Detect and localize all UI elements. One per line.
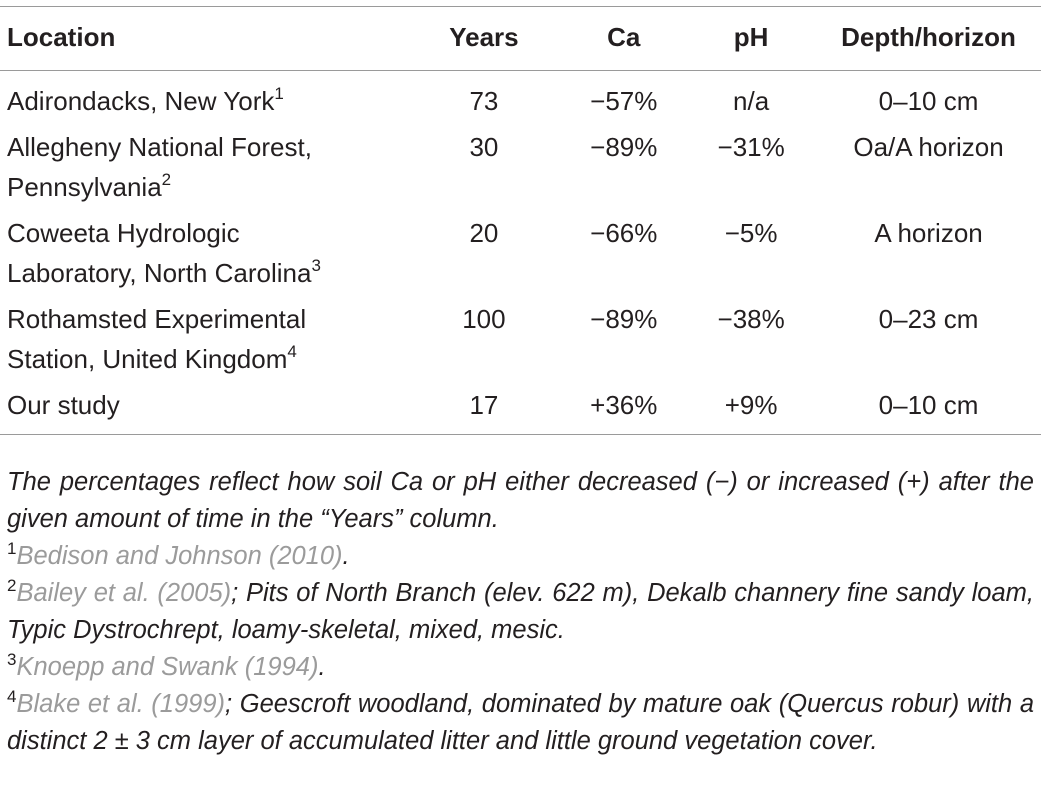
cell-ca: −89% xyxy=(590,304,658,334)
footnote-3 xyxy=(7,649,1034,686)
location-text: Our study xyxy=(7,390,120,420)
reference-link[interactable]: Bailey et al. (2005) xyxy=(16,579,232,607)
location-text-cont: Pennsylvania xyxy=(7,172,162,202)
header-years: Years xyxy=(407,7,562,71)
reference-link[interactable]: Bedison and Johnson (2010) xyxy=(16,542,343,570)
header-ca: Ca xyxy=(561,7,686,71)
cell-ph: −5% xyxy=(724,218,778,248)
footnote-marker: 2 xyxy=(161,170,172,190)
table-row xyxy=(0,127,1041,213)
footnote-number: 1 xyxy=(7,538,17,558)
footnote-number: 3 xyxy=(7,649,17,669)
table-row xyxy=(0,299,1041,385)
footnote-4 xyxy=(7,686,1034,760)
table-row xyxy=(0,71,1041,128)
cell-location xyxy=(0,71,407,128)
cell-depth: 0–23 cm xyxy=(878,304,979,334)
cell-depth: 0–10 cm xyxy=(878,86,979,116)
location-text-cont: Station, United Kingdom xyxy=(7,344,288,374)
table-row xyxy=(0,213,1041,299)
cell-ca: −57% xyxy=(590,86,658,116)
header-row xyxy=(0,7,1041,71)
reference-link[interactable]: Knoepp and Swank (1994) xyxy=(16,653,319,681)
cell-years: 73 xyxy=(469,86,499,116)
general-note: The percentages reflect how soil Ca or pH either decreased (−) or increased (+) after the given amount of time in the “Years” column. xyxy=(7,468,1034,533)
footnote-number: 4 xyxy=(7,686,17,706)
cell-location xyxy=(0,127,407,213)
cell-years: 30 xyxy=(469,132,499,162)
header-location: Location xyxy=(0,7,407,71)
location-text: Adirondacks, New York xyxy=(7,86,275,116)
footnote-number: 2 xyxy=(7,575,17,595)
footnote-text: . xyxy=(342,542,350,570)
cell-ph: −38% xyxy=(717,304,785,334)
location-text: Allegheny National Forest, xyxy=(7,132,312,162)
cell-location xyxy=(0,213,407,299)
reference-link[interactable]: Blake et al. (1999) xyxy=(16,690,226,718)
table-row xyxy=(0,385,1041,435)
cell-ca: −89% xyxy=(590,132,658,162)
cell-years: 20 xyxy=(469,218,499,248)
cell-years: 100 xyxy=(462,304,506,334)
location-text-cont: Laboratory, North Carolina xyxy=(7,258,312,288)
footnote-2 xyxy=(7,575,1034,649)
cell-depth: 0–10 cm xyxy=(816,385,1041,435)
header-ph: pH xyxy=(686,7,816,71)
cell-ca: +36% xyxy=(561,385,686,435)
cell-depth: A horizon xyxy=(874,218,983,248)
cell-years: 17 xyxy=(407,385,562,435)
cell-location xyxy=(0,385,407,435)
footnote-text: ; Pits of North Branch (elev. 622 m), Dekalb channery fine sandy loam, Typic Dystrochrept, loamy-skeletal, mixed, mesic. xyxy=(7,579,1034,644)
cell-ca: −66% xyxy=(590,218,658,248)
data-table xyxy=(0,6,1041,435)
cell-ph: +9% xyxy=(686,385,816,435)
location-text: Coweeta Hydrologic xyxy=(7,218,240,248)
footnote-1 xyxy=(7,538,1034,575)
location-text: Rothamsted Experimental xyxy=(7,304,307,334)
cell-location xyxy=(0,299,407,385)
cell-depth: Oa/A horizon xyxy=(853,132,1004,162)
footnote-text: . xyxy=(318,653,326,681)
footnote-text: ; Geescroft woodland, dominated by mature oak (Quercus robur) with a distinct 2 ± 3 cm layer of accumulated litter and little ground vegetation cover. xyxy=(7,690,1035,755)
footnote-marker: 1 xyxy=(274,84,284,104)
footnote-marker: 4 xyxy=(287,342,297,362)
footnote-marker: 3 xyxy=(311,256,321,276)
table-notes xyxy=(7,464,1034,760)
cell-ph: −31% xyxy=(717,132,785,162)
header-depth: Depth/horizon xyxy=(816,7,1041,71)
cell-ph: n/a xyxy=(733,86,770,116)
